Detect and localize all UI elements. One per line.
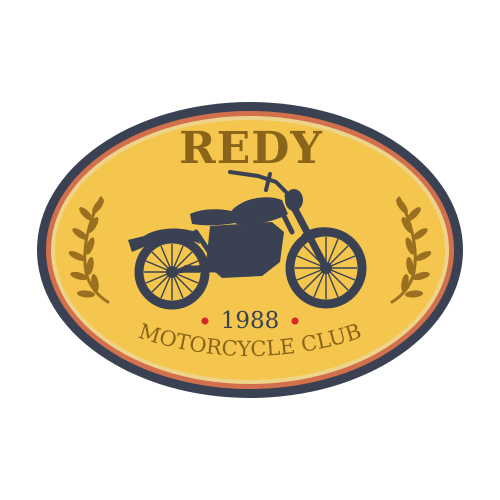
year-dot-right [292,318,299,325]
club-title: REDY [179,123,323,174]
year-dot-left [202,318,209,325]
club-subtitle-path: MOTORCYCLE CLUB [135,319,365,362]
club-year: 1988 [220,308,280,334]
